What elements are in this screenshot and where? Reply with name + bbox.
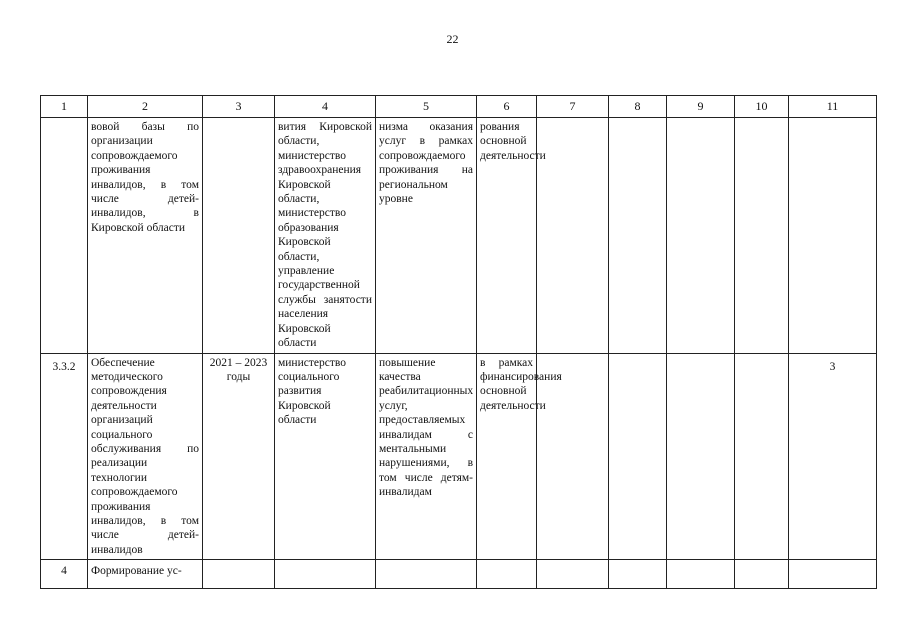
row-number: 4: [41, 560, 88, 589]
period: [203, 118, 275, 354]
value-cell: [667, 118, 735, 354]
value-cell: [667, 560, 735, 589]
value-cell: [735, 353, 789, 560]
table-header-row: [41, 96, 877, 118]
value-cell: [735, 118, 789, 354]
column-header: 11: [789, 96, 877, 118]
column-header: 3: [203, 96, 275, 118]
column-header: 8: [609, 96, 667, 118]
column-header: 5: [376, 96, 477, 118]
responsible: [275, 560, 376, 589]
page-number: 22: [446, 32, 459, 46]
value-cell: [537, 353, 609, 560]
expected-result: [376, 560, 477, 589]
table-row: [41, 118, 877, 354]
row-number: [41, 118, 88, 354]
value-cell: [609, 560, 667, 589]
period: [203, 560, 275, 589]
measure-name: вовой базы по организации сопровождаемого проживания инвалидов, в том числе детей-инвалидов, в Кировской области: [88, 118, 203, 354]
measures-table: [40, 95, 877, 589]
table-row: [41, 560, 877, 589]
value-cell: [667, 353, 735, 560]
value-cell: [609, 353, 667, 560]
column-header: 9: [667, 96, 735, 118]
value-cell: [609, 118, 667, 354]
column-header: 6: [477, 96, 537, 118]
column-header: 4: [275, 96, 376, 118]
financing-source: рования основной деятельности: [477, 118, 537, 354]
measure-name: Формирование ус-: [88, 560, 203, 589]
value-cell: [537, 560, 609, 589]
expected-result: повышение качества реабилитационных услуг, предоставляемых инвалидам с ментальными нарушениями, в том числе детям-инвалидам: [376, 353, 477, 560]
responsible: министерство социального развития Кировской области: [275, 353, 376, 560]
expected-result: низма оказания услуг в рамках сопровождаемого проживания на региональном уровне: [376, 118, 477, 354]
period: 2021 – 2023 годы: [203, 353, 275, 560]
measure-name: Обеспечение методического сопровождения деятельности организаций социального обслуживания по реализации технологии сопровождаемого проживания инвалидов, в том числе детей-инвалидов: [88, 353, 203, 560]
table-row: [41, 353, 877, 560]
value-cell: 3: [789, 353, 877, 560]
column-header: 7: [537, 96, 609, 118]
financing-source: в рамках финансирования основной деятельности: [477, 353, 537, 560]
value-cell: [789, 560, 877, 589]
value-cell: [537, 118, 609, 354]
column-header: 1: [41, 96, 88, 118]
row-number: 3.3.2: [41, 353, 88, 560]
financing-source: [477, 560, 537, 589]
value-cell: [789, 118, 877, 354]
column-header: 2: [88, 96, 203, 118]
column-header: 10: [735, 96, 789, 118]
responsible: вития Кировской области, министерство здравоохранения Кировской области, министерство образования Кировской области, управление государственной службы занятости населения Кировской области: [275, 118, 376, 354]
value-cell: [735, 560, 789, 589]
